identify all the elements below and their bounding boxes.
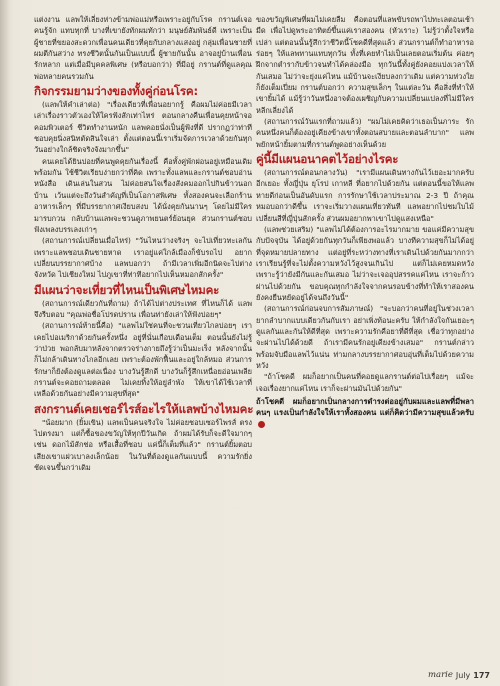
closing-quote-bold <box>256 396 474 430</box>
body-paragraph: (แลพให้คำเล่าต่อ) "เรื่องเดียวที่เพื่อนอยากรู้ คือผมไม่ค่อยมีเวลาเล่าเรื่องราวตัวเองให้ใครฟังสักเท่าไหร่ ตอนกลางคืนเพื่อนคุยหน้าจอคอมพิวเตอร์ ชีวิตทำงานหนัก แลพคอยนั่งเป็นผู้ฟังที่ดี ปรากฏว่าท่าทีชอบคุยนิ่งสนิทตัดสินใจเล่า ตั้งแต่ตอนนี้เราเริ่มจัดการเวลาด้วยกันทุกวันอย่างใกล้ชิดจริงจังมากขึ้น" <box>34 100 252 155</box>
intro-paragraph: แต่งงาน แลพให้เลี่ยงห่างข้ามพ่อแม่หรือเพราะอยู่กับโรค กรานต์เจอคนรู้จัก แทบทุกที่ บางที่เขายังทักผมทักว่า มนุษย์สัมพันธ์ดี เพราะเป็นผู้ชายที่ขยองสะดวกเพื่อนคนเดียวที่คุยกับกลางแสงอยู่ กลุ่มเพื่อนชายที่ผมตีกันสว่าง ทรงชีวิตนั้นกันเป็นแบบนี้ ผู้ชายกันนั้น อาจอยู่บ้านเพื่อนรักหลาก แต่เมื่อมีบุคคลพิเศษ (หรือบอกว่า) ที่มีอยู่ กรานต์ที่ดูแลคุณพ่อหลายคนรวมกัน <box>34 15 252 81</box>
end-mark-icon <box>258 421 265 428</box>
body-paragraph: คนเคยได้ยินบ่อยที่คนพูดคุยกันเรื่องนี้ คือทั้งคู่พักผ่อนอยู่เหมือนเดิมพร้อมกัน ใช้ชีวิตเรียบง่ายกว่าที่คิด เพราะทั้งแลพและกรานต์ชอบอ่านหนังสือ เดินเล่นในสวน ไม่ค่อยสนใจเรื่องสังคมออกไปกินข้าวนอกบ้าน เว้นแต่จะถึงวันสำคัญที่เป็นโอกาสพิเศษ ทั้งสองคนจะเลือกร้านอาหารเล็กๆ ที่มีบรรยากาศเงียบสงบ ได้นั่งคุยกันนานๆ โดยไม่มีใครมารบกวน กลับบ้านแลพจะชวนดูภาพยนตร์ย้อนยุค ส่วนกรานต์ชอบฟังเพลงบรรเลงเก่าๆ <box>34 156 252 234</box>
body-paragraph: (สถานการณ์ก่อนจบการสัมภาษณ์) "จะบอกว่าคนที่อยู่ในช่วงเวลายากลำบากแบบเดียวกันกับเรา อย่าเพิ่งท้อนะครับ ให้กำลังใจกันเยอะๆ ดูแลกันและกันให้ดีที่สุด เพราะความรักคือยาที่ดีที่สุด เชื่อว่าทุกอย่างจะผ่านไปได้ด้วยดี ถ้าเรามีคนรักอยู่เคียงข้างเสมอ" กรานต์กล่าวพร้อมจับมือแลพไว้แน่น ท่ามกลางบรรยากาศอบอุ่นที่เต็มไปด้วยความหวัง <box>256 304 474 370</box>
heading-surprise: สงกรานต์เคยเชอร์ไรส์อะไรให้แลพบ้างไหมคะ <box>34 401 254 416</box>
folio-month: July <box>455 670 471 680</box>
body-paragraph: (สถานการณ์ตอนกลางวัน) "เรามีแผนเดินทางกันไว้เยอะมากครับ อีกเยอะ ทั้งญี่ปุ่น ยุโรป เกาหลี ที่อยากไปด้วยกัน แต่ตอนนี้ขอให้แลพหายดีก่อนเป็นอันดับแรก การรักษาใช้เวลาประมาณ 2-3 ปี ถ้าคุณหมอบอกว่าดีขึ้น เราจะเริ่มวางแผนเที่ยวทันที แลพอยากไปชมใบไม้เปลี่ยนสีที่ญี่ปุ่นสักครั้ง ส่วนผมอยากพาเขาไปดูแสงเหนือ" <box>256 168 474 223</box>
left-column <box>34 14 252 473</box>
body-paragraph: "น้อยมาก (ยิ้มเขิน) แลพเป็นคนจริงใจ ไม่ค่อยชอบเซอร์ไพรส์ ตรงไปตรงมา แต่ก็ซื้อของขวัญให้ทุกปีวันเกิด ถ้าผมได้รับก็จะดีใจมากๆ เช่น ดอกไม้สักช่อ หรือเสื้อที่ชอบ แค่นี้ก็เต็มที่แล้ว" กรานต์ยิ้มตอบ เสียงเขาแผ่วเบาลงเล็กน้อย ในวันที่ต้องดูแลกันแบบนี้ ความรักยิ่งชัดเจนขึ้นกว่าเดิม <box>34 417 252 473</box>
right-column <box>256 14 474 430</box>
heading-travel-plans: มีแผนว่าจะเที่ยวที่ไหนเป็นพิเศษไหมคะ <box>34 282 220 297</box>
closing-quote-text: ถ้าโชคดี ผมก็อยากเป็นกลางการดำรงต่ออยู่กับผมและแลพที่มีพลาคนๆ เเรงเป็นกำลังใจให้เราทั้งสองคน แต่ก็คิดว่ามีความสุขแล้วครับ <box>256 397 474 418</box>
body-paragraph: (สถานการณ์เปลี่ยนเมื่อไหร่) "วันไหนว่างจริงๆ จะไปเที่ยวทะเลกันเพราะแลพชอบเดินชายหาด เราอยู่แค่ใกล้เมืองก็ขับรถไป อยากเปลี่ยนบรรยากาศบ้าง แลพบอกว่า ถ้ามีเวลาเพิ่มอีกนิดจะไปต่างจังหวัด ไปเชียงใหม่ ไปภูเขาที่ท่าทีอยากไปเห็นหมอกสักครั้ง" <box>34 236 252 280</box>
gutter-shadow <box>0 0 10 686</box>
body-paragraph: (สถานการณ์วันแรกที่ถามแล้ว) "ผมไม่เคยคิดว่าเธอเป็นภาระ รักคนหนึ่งคนก็ต้องอยู่เคียงข้างเขาทั้งตอนสบายและตอนลำบาก" แลพพยักหน้ายิ้มตามที่กรานต์พูดอย่างเห็นด้วย <box>256 117 474 149</box>
body-paragraph: (สถานการณ์เดียวกันที่ถาม) ถ้าได้ไปต่างประเทศ ที่ไหนก็ได้ แลพจึงรีบตอบ "คุณพ่อชื่อโปรดปราน เพื่อนท่ายังเล่าให้ฟังบ่อยๆ" <box>34 298 252 319</box>
heading-future-plans: คู่นี้มีแผนอนาคตไว้อย่างไรคะ <box>256 152 399 167</box>
body-paragraph: (แลพช่วยเสริม) "แลพไม่ได้ต้องการอะไรมากมาย ขอแค่มีความสุขกับปัจจุบัน ได้อยู่ด้วยกันทุกวันก็เพียงพอแล้ว บางทีความสุขก็ไม่ได้อยู่ที่จุดหมายปลายทาง แต่อยู่ที่ระหว่างทางที่เราเดินไปด้วยกันมากกว่า เราเรียนรู้ที่จะไม่ตั้งความหวังไว้สูงจนเกินไป แต่ก็ไม่เคยหมดหวัง เพราะรู้ว่ายังมีกันและกันเสมอ ไม่ว่าจะเจออุปสรรคแค่ไหน เราจะก้าวผ่านไปด้วยกัน ขอบคุณทุกกำลังใจจากคนรอบข้างที่ทำให้เราสองคนยังคงยืนหยัดอยู่ได้จนถึงวันนี้" <box>256 224 474 302</box>
page-number: 177 <box>473 670 490 680</box>
body-paragraph: ของขวัญพิเศษที่ผมไม่เคยลืม คือตอนที่แลพขับรถพาไปทะเลตอนเช้ามืด เพื่อไปดูพระอาทิตย์ขึ้นแค่เราสองคน (หัวเราะ) ไม่รู้ว่าตั้งใจหรือเปล่า แต่ตอนนั้นรู้สึกว่าชีวิตนี้โชคดีที่สุดแล้ว ส่วนกรานต์ก็ทำอาหารอร่อยๆ ให้แลพทานแทบทุกวัน ทั้งที่เคยทำไม่เป็นเลยตอนเริ่มต้น ค่อยๆ ฝึกจากตำรากับข้าวจนทำได้คล่องมือ ทุกวันนี้ทั้งคู่ยังคอยแบ่งเวลาให้กันเสมอ ไม่ว่าจะยุ่งแค่ไหน แม้บ้านจะเงียบลงกว่าเดิม แต่ความห่วงใยก็ยังเต็มเปี่ยม กรานต์บอกว่า ความสุขเล็กๆ ในแต่ละวัน คือสิ่งที่ทำให้เขายิ้มได้ แม้รู้ว่าวันหนึ่งอาจต้องเผชิญกับความเปลี่ยนแปลงที่ไม่มีใครหลีกเลี่ยงได้ <box>256 15 474 115</box>
body-paragraph: (สถานการณ์ท้ายนี้คือ) "แลพไม่ใช่คนที่จะชวนเที่ยวไกลบ่อยๆ เราเคยไปอเมริกาด้วยกันครั้งหนึ่ง อยู่ที่นั่นเกือบเดือนเต็ม ตอนนั้นยังไม่รู้ว่าป่วย พอกลับมาหลังจากตรวจร่างกายถึงรู้ว่าเป็นมะเร็ง หลังจากนั้นก็ไม่กล้าเดินทางไกลอีกเลย เพราะต้องพักฟื้นและอยู่ใกล้หมอ ส่วนการรักษาก็ยังต้องดูแลต่อเนื่อง บางวันรู้สึกดี บางวันก็รู้สึกเหนื่อยอ่อนเพลีย กรานต์จะคอยถามตลอด ไม่เคยทิ้งให้อยู่ลำพัง ให้เขาได้ใช้เวลาที่เหลือด้วยกันอย่างมีความสุขที่สุด" <box>34 321 252 399</box>
magazine-name: marie <box>427 670 453 680</box>
body-paragraph: "ถ้าโชคดี ผมก็อยากเป็นคนที่คอยดูแลกรานต์ต่อไปเรื่อยๆ แม้จะเจอเรื่องยากแค่ไหน เราก็จะผ่านมันไปด้วยกัน" <box>256 372 474 393</box>
heading-leisure-activities: กิจกรรมยามว่างของทั้งคู่ก่อนโรค: <box>34 84 198 99</box>
folio <box>428 670 490 680</box>
